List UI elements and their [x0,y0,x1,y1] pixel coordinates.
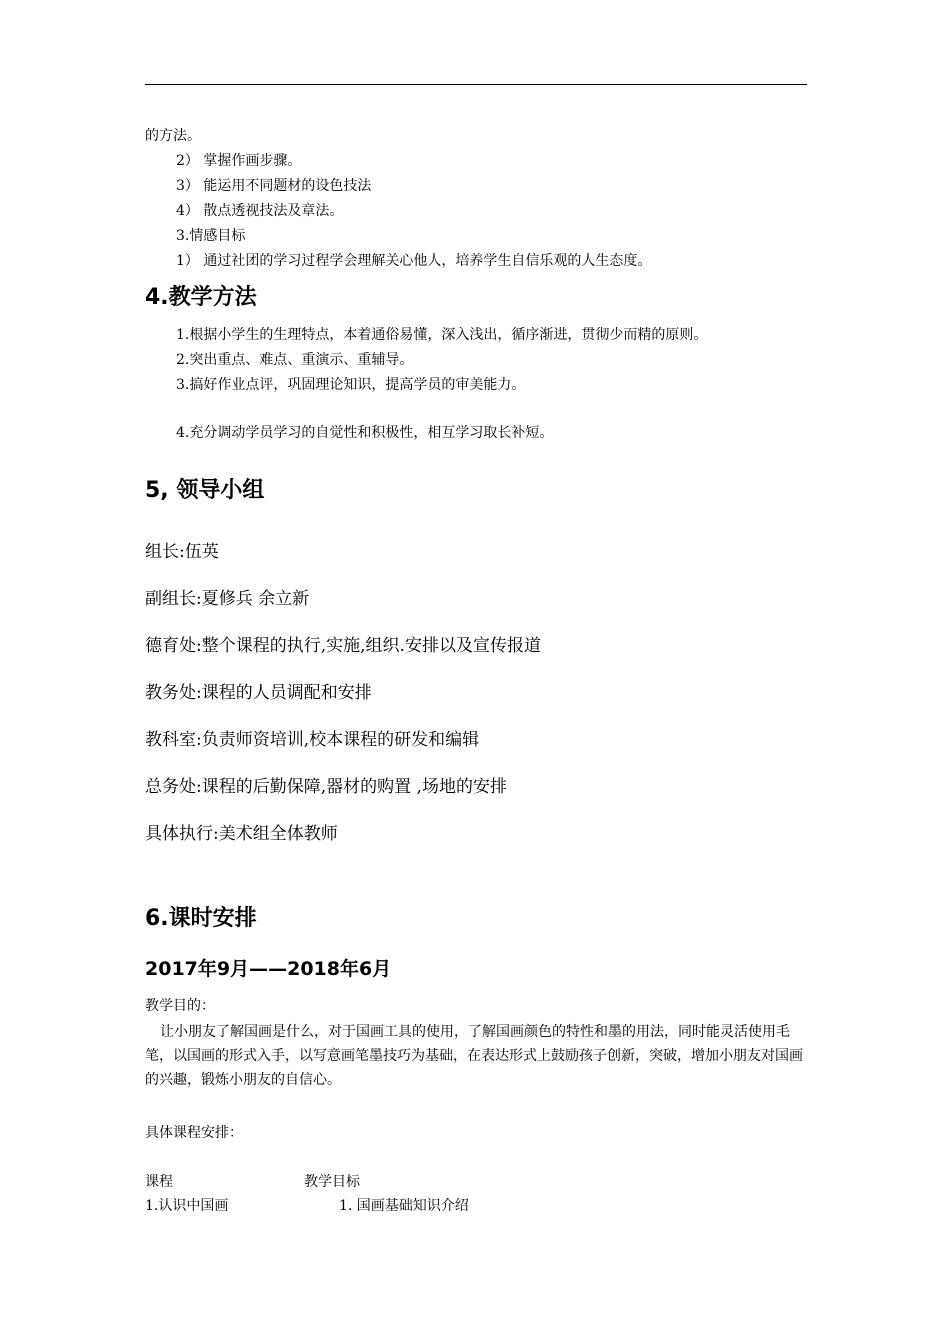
goal-paragraph: 让小朋友了解国画是什么，对于国画工具的使用，了解国画颜色的特性和墨的用法，同时能灵活使用毛笔，以国画的形式入手，以写意画笔墨技巧为基础，在表达形式上鼓励孩子创新，突破，增加小朋友对国画的兴趣，锻炼小朋友的自信心。 [145,1024,803,1088]
method-item-1: 1.根据小学生的生理特点，本着通俗易懂，深入浅出，循序渐进，贯彻少而精的原则。 [176,327,708,343]
research-office-row: 教科室:负责师资培训,校本课程的研发和编辑 [145,730,480,750]
academic-office-row: 教务处:课程的人员调配和安排 [145,683,372,703]
leader-row: 组长:伍英 [145,542,219,562]
table-cell-goal: 1. 国画基础知识介绍 [339,1198,469,1214]
section-5-heading: 5, 领导小组 [145,478,265,503]
executor-row: 具体执行:美术组全体教师 [145,824,338,844]
method-item-2: 2.突出重点、难点、重演示、重辅导。 [176,352,414,368]
table-header-goal: 教学目标 [304,1174,360,1190]
emotion-item-1: 1） 通过社团的学习过程学会理解关心他人，培养学生自信乐观的人生态度。 [176,253,652,269]
method-item-4: 4.充分调动学员学习的自觉性和积极性，相互学习取长补短。 [176,425,554,441]
deputy-leader-row: 副组长:夏修兵 余立新 [145,589,310,609]
section-4-heading: 4.教学方法 [145,285,257,310]
skill-item-2: 2） 掌握作画步骤。 [176,153,302,169]
table-cell-course: 1.认识中国画 [145,1198,229,1214]
moral-office-row: 德育处:整个课程的执行,实施,组织.安排以及宣传报道 [145,636,541,656]
period-heading: 2017年9月——2018年6月 [145,958,392,980]
general-affairs-row: 总务处:课程的后勤保障,器材的购置 ,场地的安排 [145,777,507,797]
goals-continuation: 的方法。 [145,128,201,144]
header-rule [145,84,807,85]
skill-item-4: 4） 散点透视技法及章法。 [176,203,344,219]
skill-item-3: 3） 能运用不同题材的设色技法 [176,178,372,194]
goal-label: 教学目的： [145,998,215,1014]
method-item-3: 3.搞好作业点评，巩固理论知识，提高学员的审美能力。 [176,377,526,393]
emotion-goal-title: 3.情感目标 [176,228,246,244]
table-header-course: 课程 [145,1174,173,1190]
schedule-label: 具体课程安排： [145,1125,243,1141]
section-6-heading: 6.课时安排 [145,906,257,931]
